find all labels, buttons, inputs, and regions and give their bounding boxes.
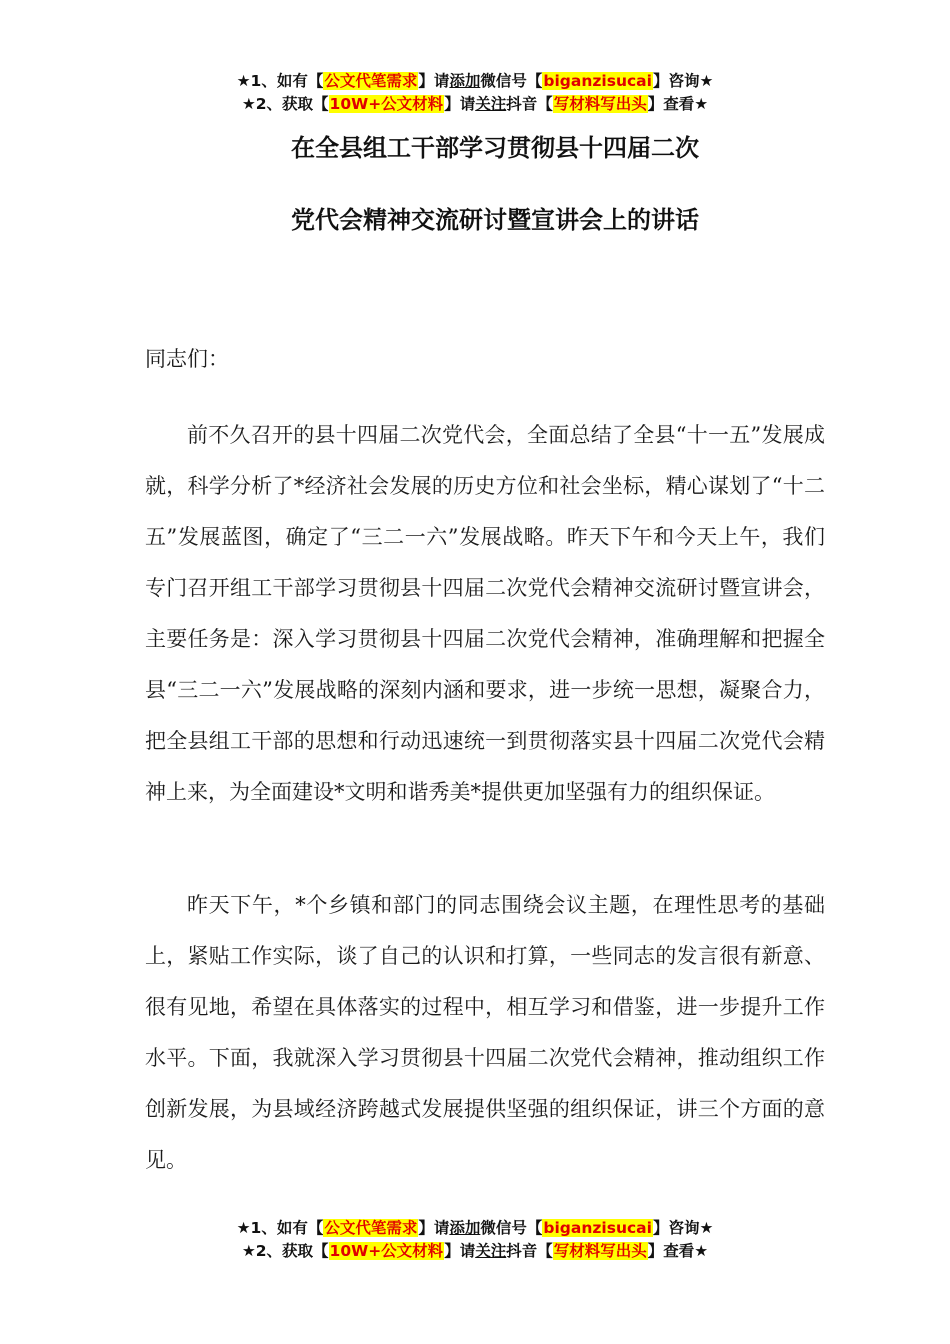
highlight-materials: 10W+公文材料 [329, 95, 444, 113]
highlight-materials: 10W+公文材料 [329, 1242, 444, 1260]
banner-line-2: ★2、获取【10W+公文材料】请关注抖音【写材料写出头】查看★ [241, 1242, 709, 1260]
highlight-service: 公文代笔需求 [324, 1219, 418, 1237]
highlight-service: 公文代笔需求 [324, 72, 418, 90]
document-title-line-2: 党代会精神交流研讨暨宣讲会上的讲话 [291, 206, 699, 234]
document-title-line-1: 在全县组工干部学习贯彻县十四届二次 [291, 134, 699, 162]
body-paragraph-1: 前不久召开的县十四届二次党代会，全面总结了全县“十一五”发展成就，科学分析了*经济社会发展的历史方位和社会坐标，精心谋划了“十二五”发展蓝图，确定了“三二一六”发展战略。昨天下午和今天上午，我们专门召开组工干部学习贯彻县十四届二次党代会精神交流研讨暨宣讲会，主要任务是：深入学习贯彻县十四届二次党代会精神，准确理解和把握全县“三二一六”发展战略的深刻内涵和要求，进一步统一思想，凝聚合力，把全县组工干部的思想和行动迅速统一到贯彻落实县十四届二次党代会精神上来，为全面建设*文明和谐秀美*提供更加坚强有力的组织保证。 [145, 423, 825, 804]
banner-line-1: ★1、如有【公文代笔需求】请添加微信号【biganzisucai】咨询★ [236, 1219, 714, 1237]
body-paragraph-2: 昨天下午，*个乡镇和部门的同志围绕会议主题，在理性思考的基础上，紧贴工作实际，谈了自己的认识和打算，一些同志的发言很有新意、很有见地，希望在具体落实的过程中，相互学习和借鉴，进一步提升工作水平。下面，我就深入学习贯彻县十四届二次党代会精神，推动组织工作创新发展，为县域经济跨越式发展提供坚强的组织保证，讲三个方面的意见。 [145, 893, 825, 1172]
highlight-wechat-id: biganzisucai [543, 1219, 652, 1237]
bottom-banner [0, 1217, 950, 1263]
highlight-douyin-account: 写材料写出头 [553, 95, 647, 113]
highlight-wechat-id: biganzisucai [543, 72, 652, 90]
banner-line-1: ★1、如有【公文代笔需求】请添加微信号【biganzisucai】咨询★ [236, 72, 714, 90]
highlight-douyin-account: 写材料写出头 [553, 1242, 647, 1260]
banner-line-2: ★2、获取【10W+公文材料】请关注抖音【写材料写出头】查看★ [241, 95, 709, 113]
salutation: 同志们： [145, 347, 229, 371]
top-banner [0, 70, 950, 116]
